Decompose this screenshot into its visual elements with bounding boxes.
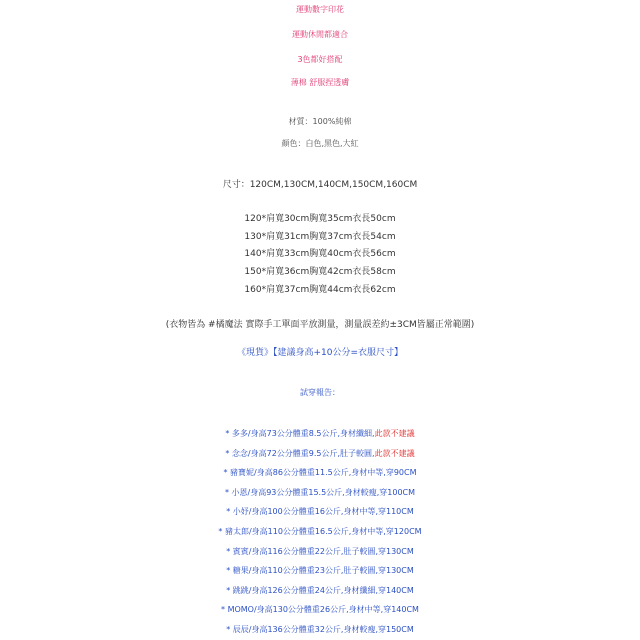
trial-row <box>0 430 640 438</box>
measurement-row: 130*肩寬31cm胸寬37cm衣長54cm <box>244 232 396 242</box>
trial-text: * 跳跳/身高126公分體重24公斤,身材纖細,穿140CM <box>226 586 414 595</box>
color-info: 顏色：白色,黑色,大紅 <box>281 139 359 148</box>
trial-text: * 多多/身高73公分體重8.5公斤,身材纖細, <box>225 429 375 438</box>
trial-row <box>0 626 640 634</box>
trial-text: * 賓賓/身高116公分體重22公斤,肚子較圓,穿130CM <box>226 547 414 556</box>
trial-row <box>0 548 640 556</box>
trial-text: * 豬寶妮/身高86公分體重11.5公斤,身材中等,穿90CM <box>223 468 417 477</box>
measurement-row: 150*肩寬36cm胸寬42cm衣長58cm <box>244 267 396 277</box>
feature-line: 3色都好搭配 <box>297 55 343 64</box>
trial-row <box>0 450 640 458</box>
trial-row <box>0 469 640 477</box>
feature-line: 運動休閒都適合 <box>292 30 348 39</box>
trial-row <box>0 489 640 497</box>
stock-note: 《現貨》【建議身高+10公分=衣服尺寸】 <box>236 348 404 358</box>
trial-text: * 念念/身高72公分體重9.5公斤,肚子較圓, <box>225 449 375 458</box>
measurement-row: 120*肩寬30cm胸寬35cm衣長50cm <box>244 214 396 224</box>
measurement-row: 160*肩寬37cm胸寬44cm衣長62cm <box>244 285 396 295</box>
trial-alert: 此款不建議 <box>374 449 415 458</box>
trial-text: * 辰辰/身高136公分體重32公斤,身材較瘦,穿150CM <box>226 625 414 634</box>
trial-row <box>0 528 640 536</box>
trial-row <box>0 587 640 595</box>
trial-text: * 糖果/身高110公分體重23公斤,肚子較圓,穿130CM <box>226 566 414 575</box>
trial-text: * MOMO/身高130公分體重26公斤,身材中等,穿140CM <box>221 605 419 614</box>
trial-report-title: 試穿報告： <box>300 388 340 397</box>
feature-line: 薄棉 舒服捏透膚 <box>290 78 350 87</box>
trial-row <box>0 567 640 575</box>
trial-text: * 小妤/身高100公分體重16公斤,身材中等,穿110CM <box>226 507 414 516</box>
trial-text: * 豬太郎/身高110公分體重16.5公斤,身材中等,穿120CM <box>218 527 422 536</box>
measurement-row: 140*肩寬33cm胸寬40cm衣長56cm <box>244 249 396 259</box>
trial-row <box>0 508 640 516</box>
feature-line: 運動數字印花 <box>296 5 344 14</box>
trial-text: * 小恩/身高93公分體重15.5公斤,身材較瘦,穿100CM <box>224 488 416 497</box>
trial-row <box>0 606 640 614</box>
measurement-note: (衣物皆為 #橘魔法 實際手工單面平放測量，測量誤差約±3CM皆屬正常範圍) <box>165 320 475 330</box>
material-info: 材質：100%純棉 <box>288 117 352 126</box>
size-list: 尺寸：120CM,130CM,140CM,150CM,160CM <box>222 180 418 190</box>
trial-alert: 此款不建議 <box>374 429 415 438</box>
